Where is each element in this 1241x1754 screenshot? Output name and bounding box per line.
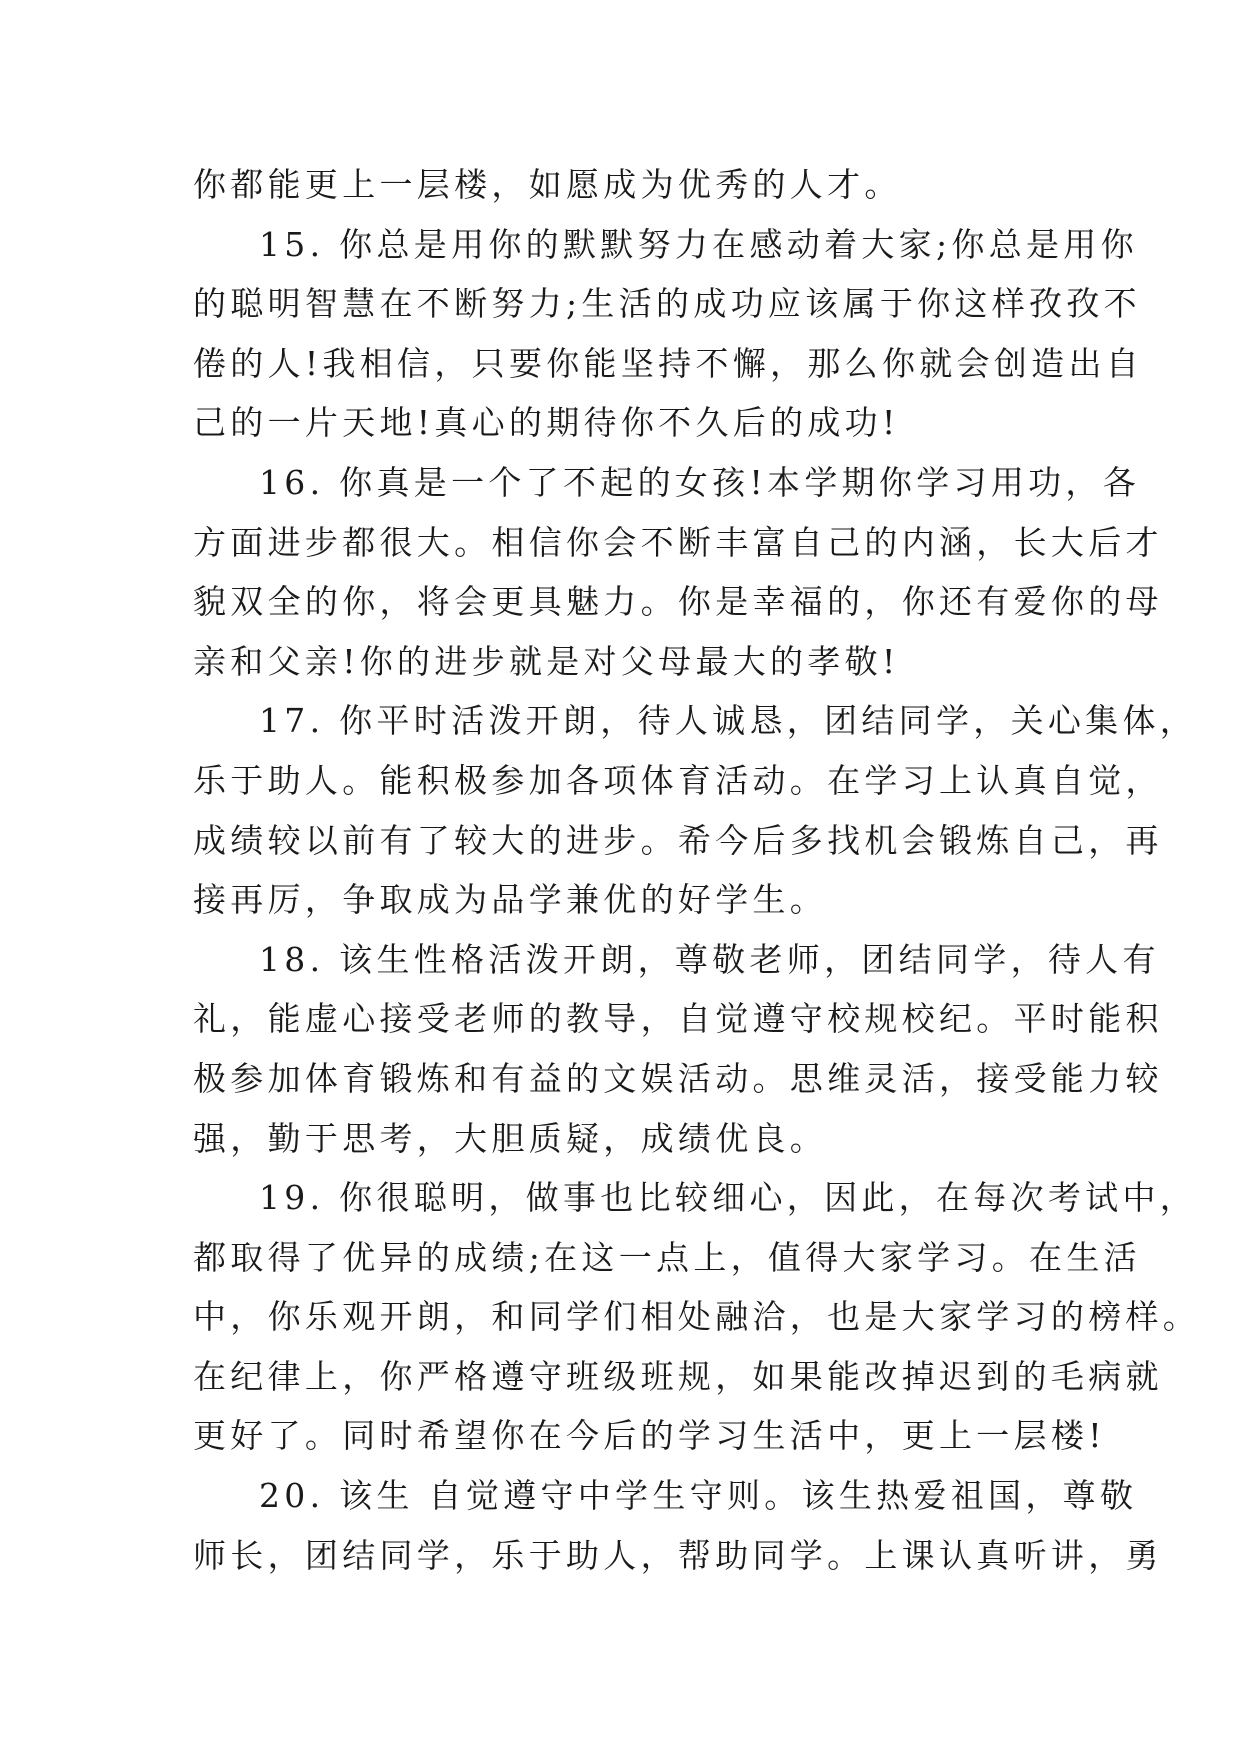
text-line: 倦的人!我相信，只要你能坚持不懈，那么你就会创造出自: [193, 343, 1144, 383]
text-line: 强，勤于思考，大胆质疑，成绩优良。: [193, 1118, 828, 1158]
paragraph-15-line: 15. 你总是用你的默默努力在感动着大家;你总是用你: [259, 224, 1138, 264]
text-line: 己的一片天地!真心的期待你不久后的成功!: [193, 403, 900, 443]
text-line: 更好了。同时希望你在今后的学习生活中，更上一层楼!: [193, 1416, 1106, 1456]
text-line: 你都能更上一层楼，如愿成为优秀的人才。: [193, 165, 902, 204]
text-line: 中，你乐观开朗，和同学们相处融洽，也是大家学习的榜样。: [193, 1297, 1201, 1337]
text-line: 师长，团结同学，乐于助人，帮助同学。上课认真听讲，勇: [193, 1535, 1163, 1575]
text-line: 貌双全的你，将会更具魅力。你是幸福的，你还有爱你的母: [193, 582, 1163, 622]
text-line: 方面进步都很大。相信你会不断丰富自己的内涵，长大后才: [193, 522, 1163, 562]
text-line: 接再厉，争取成为品学兼优的好学生。: [193, 880, 828, 920]
paragraph-16-line: 16. 你真是一个了不起的女孩!本学期你学习用功，各: [259, 462, 1141, 502]
text-line: 亲和父亲!你的进步就是对父母最大的孝敬!: [193, 641, 900, 681]
paragraph-20-line: 20. 该生 自觉遵守中学生守则。该生热爱祖国，尊敬: [259, 1476, 1138, 1516]
text-line: 礼，能虚心接受老师的教导，自觉遵守校规校纪。平时能积: [193, 999, 1163, 1039]
text-line: 都取得了优异的成绩;在这一点上，值得大家学习。在生活: [193, 1237, 1141, 1277]
text-line: 乐于助人。能积极参加各项体育活动。在学习上认真自觉，: [193, 760, 1163, 800]
text-line: 极参加体育锻炼和有益的文娱活动。思维灵活，接受能力较: [193, 1058, 1163, 1098]
text-line: 成绩较以前有了较大的进步。希今后多找机会锻炼自己，再: [193, 820, 1163, 860]
paragraph-18-line: 18. 该生性格活泼开朗，尊敬老师，团结同学，待人有: [259, 939, 1160, 979]
paragraph-19-line: 19. 你很聪明，做事也比较细心，因此，在每次考试中，: [259, 1178, 1198, 1218]
text-line: 的聪明智慧在不断努力;生活的成功应该属于你这样孜孜不: [193, 284, 1141, 324]
text-line: 在纪律上，你严格遵守班级班规，如果能改掉迟到的毛病就: [193, 1356, 1163, 1396]
paragraph-17-line: 17. 你平时活泼开朗，待人诚恳，团结同学，关心集体，: [259, 701, 1198, 741]
document-text-body: [193, 155, 1201, 1585]
